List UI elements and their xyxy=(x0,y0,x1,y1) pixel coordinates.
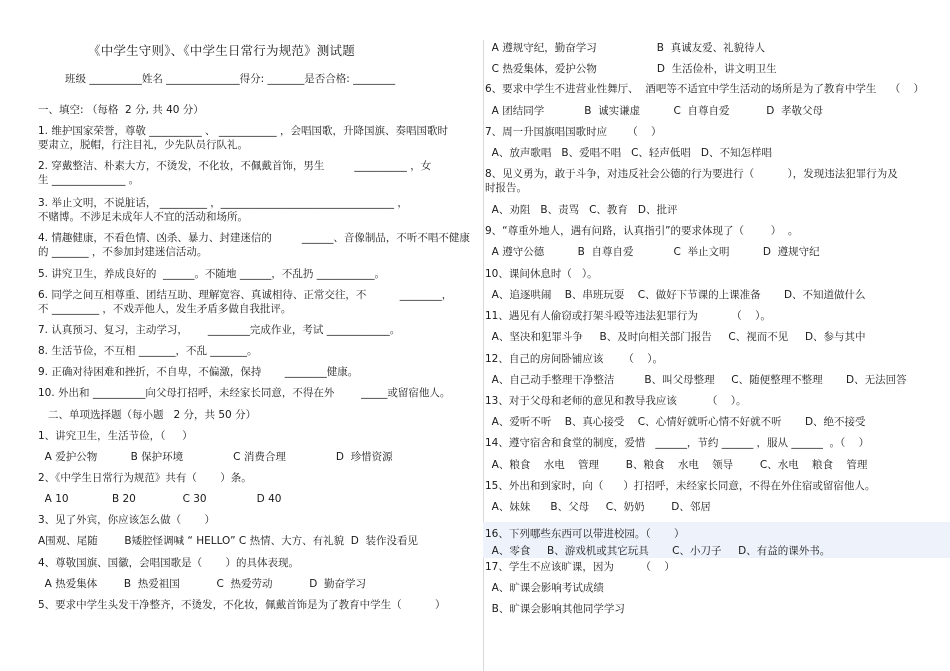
right-line: A、爱听不听 B、真心接受 C、心情好就听心情不好就不听 D、绝不接受 xyxy=(485,416,866,428)
left-line: 1、讲究卫生，生活节俭，（ ） xyxy=(38,430,193,442)
info-line: 班级 __________姓名 ______________得分: _______是否合格: ________ xyxy=(65,73,396,85)
left-line: 1. 维护国家荣誉，尊敬 __________ 、 ___________ ，会唱国歌，升降国旗、奏唱国歌时 xyxy=(38,125,448,137)
left-line: 不赌博。不涉足未成年人不宜的活动和场所。 xyxy=(38,211,248,223)
left-line: 7. 认真预习、复习，主动学习， ________完成作业，考试 ____________。 xyxy=(38,324,401,336)
right-line: A、劝阻 B、责骂 C、教育 D、批评 xyxy=(485,204,678,216)
right-line: A 遵规守纪，勤奋学习 B 真诚友爱、礼貌待人 xyxy=(485,42,766,54)
right-line: A、妹妹 B、父母 C、奶奶 D、邻居 xyxy=(485,501,711,513)
right-line: 9、“尊重外地人，遇有问路，认真指引”的要求体现了（ ） 。 xyxy=(485,225,799,237)
left-line: 5、要求中学生头发干净整齐，不烫发，不化妆，佩戴首饰是为了教育中学生（ ） xyxy=(38,599,446,611)
left-line: 2、《中学生日常行为规范》共有（ ）条。 xyxy=(38,472,252,484)
right-line: A 团结同学 B 诚实谦虚 C 自尊自爱 D 孝敬父母 xyxy=(485,105,823,117)
right-line: 16、下列哪些东西可以带进校园。（ ） xyxy=(485,528,685,540)
left-line: 4. 情趣健康，不看色情、凶杀、暴力、封建迷信的 ______、音像制品，不听不唱不健康 xyxy=(38,232,470,244)
right-line: A、追逐哄闹 B、串班玩耍 C、做好下节课的上课准备 D、不知道做什么 xyxy=(485,289,866,301)
right-line: 10、课间休息时（ ）。 xyxy=(485,268,598,280)
right-line: 6、要求中学生不进营业性舞厅、 酒吧等不适宜中学生活动的场所是为了教育中学生 （ ） xyxy=(485,83,925,95)
right-line: C 热爱集体，爱护公物 D 生活俭朴，讲文明卫生 xyxy=(485,63,777,75)
left-line: 生 ______________ 。 xyxy=(38,174,140,186)
right-line: 7、周一升国旗唱国歌时应 （ ） xyxy=(485,126,662,138)
left-line: 6. 同学之间互相尊重、团结互助、理解宽容、真诚相待、正常交往，不 ________， xyxy=(38,289,453,301)
right-line: 15、外出和到家时，向（ ）打招呼，未经家长同意，不得在外住宿或留宿他人。 xyxy=(485,480,876,492)
left-line: 要肃立，脱帽，行注目礼，少先队员行队礼。 xyxy=(38,139,248,151)
left-line: 二、单项选择题（每小题 2 分，共 50 分） xyxy=(38,409,257,421)
left-line: 的 _______ ，不参加封建迷信活动。 xyxy=(38,246,208,258)
left-line: 不 _________ ，不戏弄他人，发生矛盾多做自我批评。 xyxy=(38,303,292,315)
right-line: 12、自己的房间卧铺应该 （ ）。 xyxy=(485,353,663,365)
column-divider xyxy=(483,40,484,671)
right-line: A、放声歌唱 B、爱唱不唱 C、轻声低唱 D、不知怎样唱 xyxy=(485,147,773,159)
right-line: A、自己动手整理干净整洁 B、叫父母整理 C、随便整理不整理 D、无法回答 xyxy=(485,374,907,386)
left-line: 5. 讲究卫生，养成良好的 ______。不随地 ______，不乱扔 ___________。 xyxy=(38,268,385,280)
left-line: 10. 外出和 __________向父母打招呼，未经家长同意，不得在外 _____或留宿他人。 xyxy=(38,387,451,399)
left-line: A 10 B 20 C 30 D 40 xyxy=(38,493,282,505)
right-line: 14、遵守宿舍和食堂的制度，爱惜 ______，节约 ______ ，服从 ______ 。（ ） xyxy=(485,437,870,449)
left-line: 8. 生活节俭，不互相 _______，不乱 _______。 xyxy=(38,345,258,357)
right-line: A、零食 B、游戏机或其它玩具 C、小刀子 D、有益的课外书。 xyxy=(485,545,831,557)
left-line: A 热爱集体 B 热爱祖国 C 热爱劳动 D 勤奋学习 xyxy=(38,578,366,590)
left-line: 2. 穿戴整洁、朴素大方，不烫发，不化妆，不佩戴首饰，男生 __________ ，女 xyxy=(38,160,432,172)
right-line: 时报告。 xyxy=(485,182,527,194)
right-line: 13、对于父母和老师的意见和教导我应该 （ ）。 xyxy=(485,395,747,407)
right-line: 11、遇见有人偷窃或打架斗殴等违法犯罪行为 （ ）。 xyxy=(485,310,771,322)
left-line: A围观、尾随 B矮腔怪调喊 “ HELLO” C 热情、大方、有礼貌 D 装作没看见 xyxy=(38,535,419,547)
left-line: 一、填空: （每格 2 分, 共 40 分） xyxy=(38,104,204,116)
left-line: 3. 举止文明，不说脏话， _________ ，_________________________________ ， xyxy=(38,197,408,209)
left-line: 4、尊敬国旗、国徽，会唱国歌是（ ）的具体表现。 xyxy=(38,557,300,569)
right-line: A 遵守公德 B 自尊自爱 C 举止文明 D 遵规守纪 xyxy=(485,246,820,258)
left-line: 9. 正确对待困难和挫折，不自卑，不偏激，保持 ________健康。 xyxy=(38,366,359,378)
right-line: A、旷课会影响考试成绩 xyxy=(485,582,604,594)
right-line: A、粮食 水电 管理 B、粮食 水电 领导 C、水电 粮食 管理 xyxy=(485,459,868,471)
left-line: A 爱护公物 B 保护环境 C 消费合理 D 珍惜资源 xyxy=(38,451,393,463)
right-line: B、旷课会影响其他同学学习 xyxy=(485,603,625,615)
right-line: A、坚决和犯罪斗争 B、及时向相关部门报告 C、视而不见 D、参与其中 xyxy=(485,331,866,343)
left-line: 3、见了外宾，你应该怎么做（ ） xyxy=(38,514,216,526)
right-line: 8、见义勇为，敢于斗争，对违反社会公德的行为要进行（ ），发现违法犯罪行为及 xyxy=(485,168,898,180)
right-line: 17、学生不应该旷课，因为 （ ） xyxy=(485,561,675,573)
page-title: 《中学生守则》、《中学生日常行为规范》测试题 xyxy=(88,43,355,58)
